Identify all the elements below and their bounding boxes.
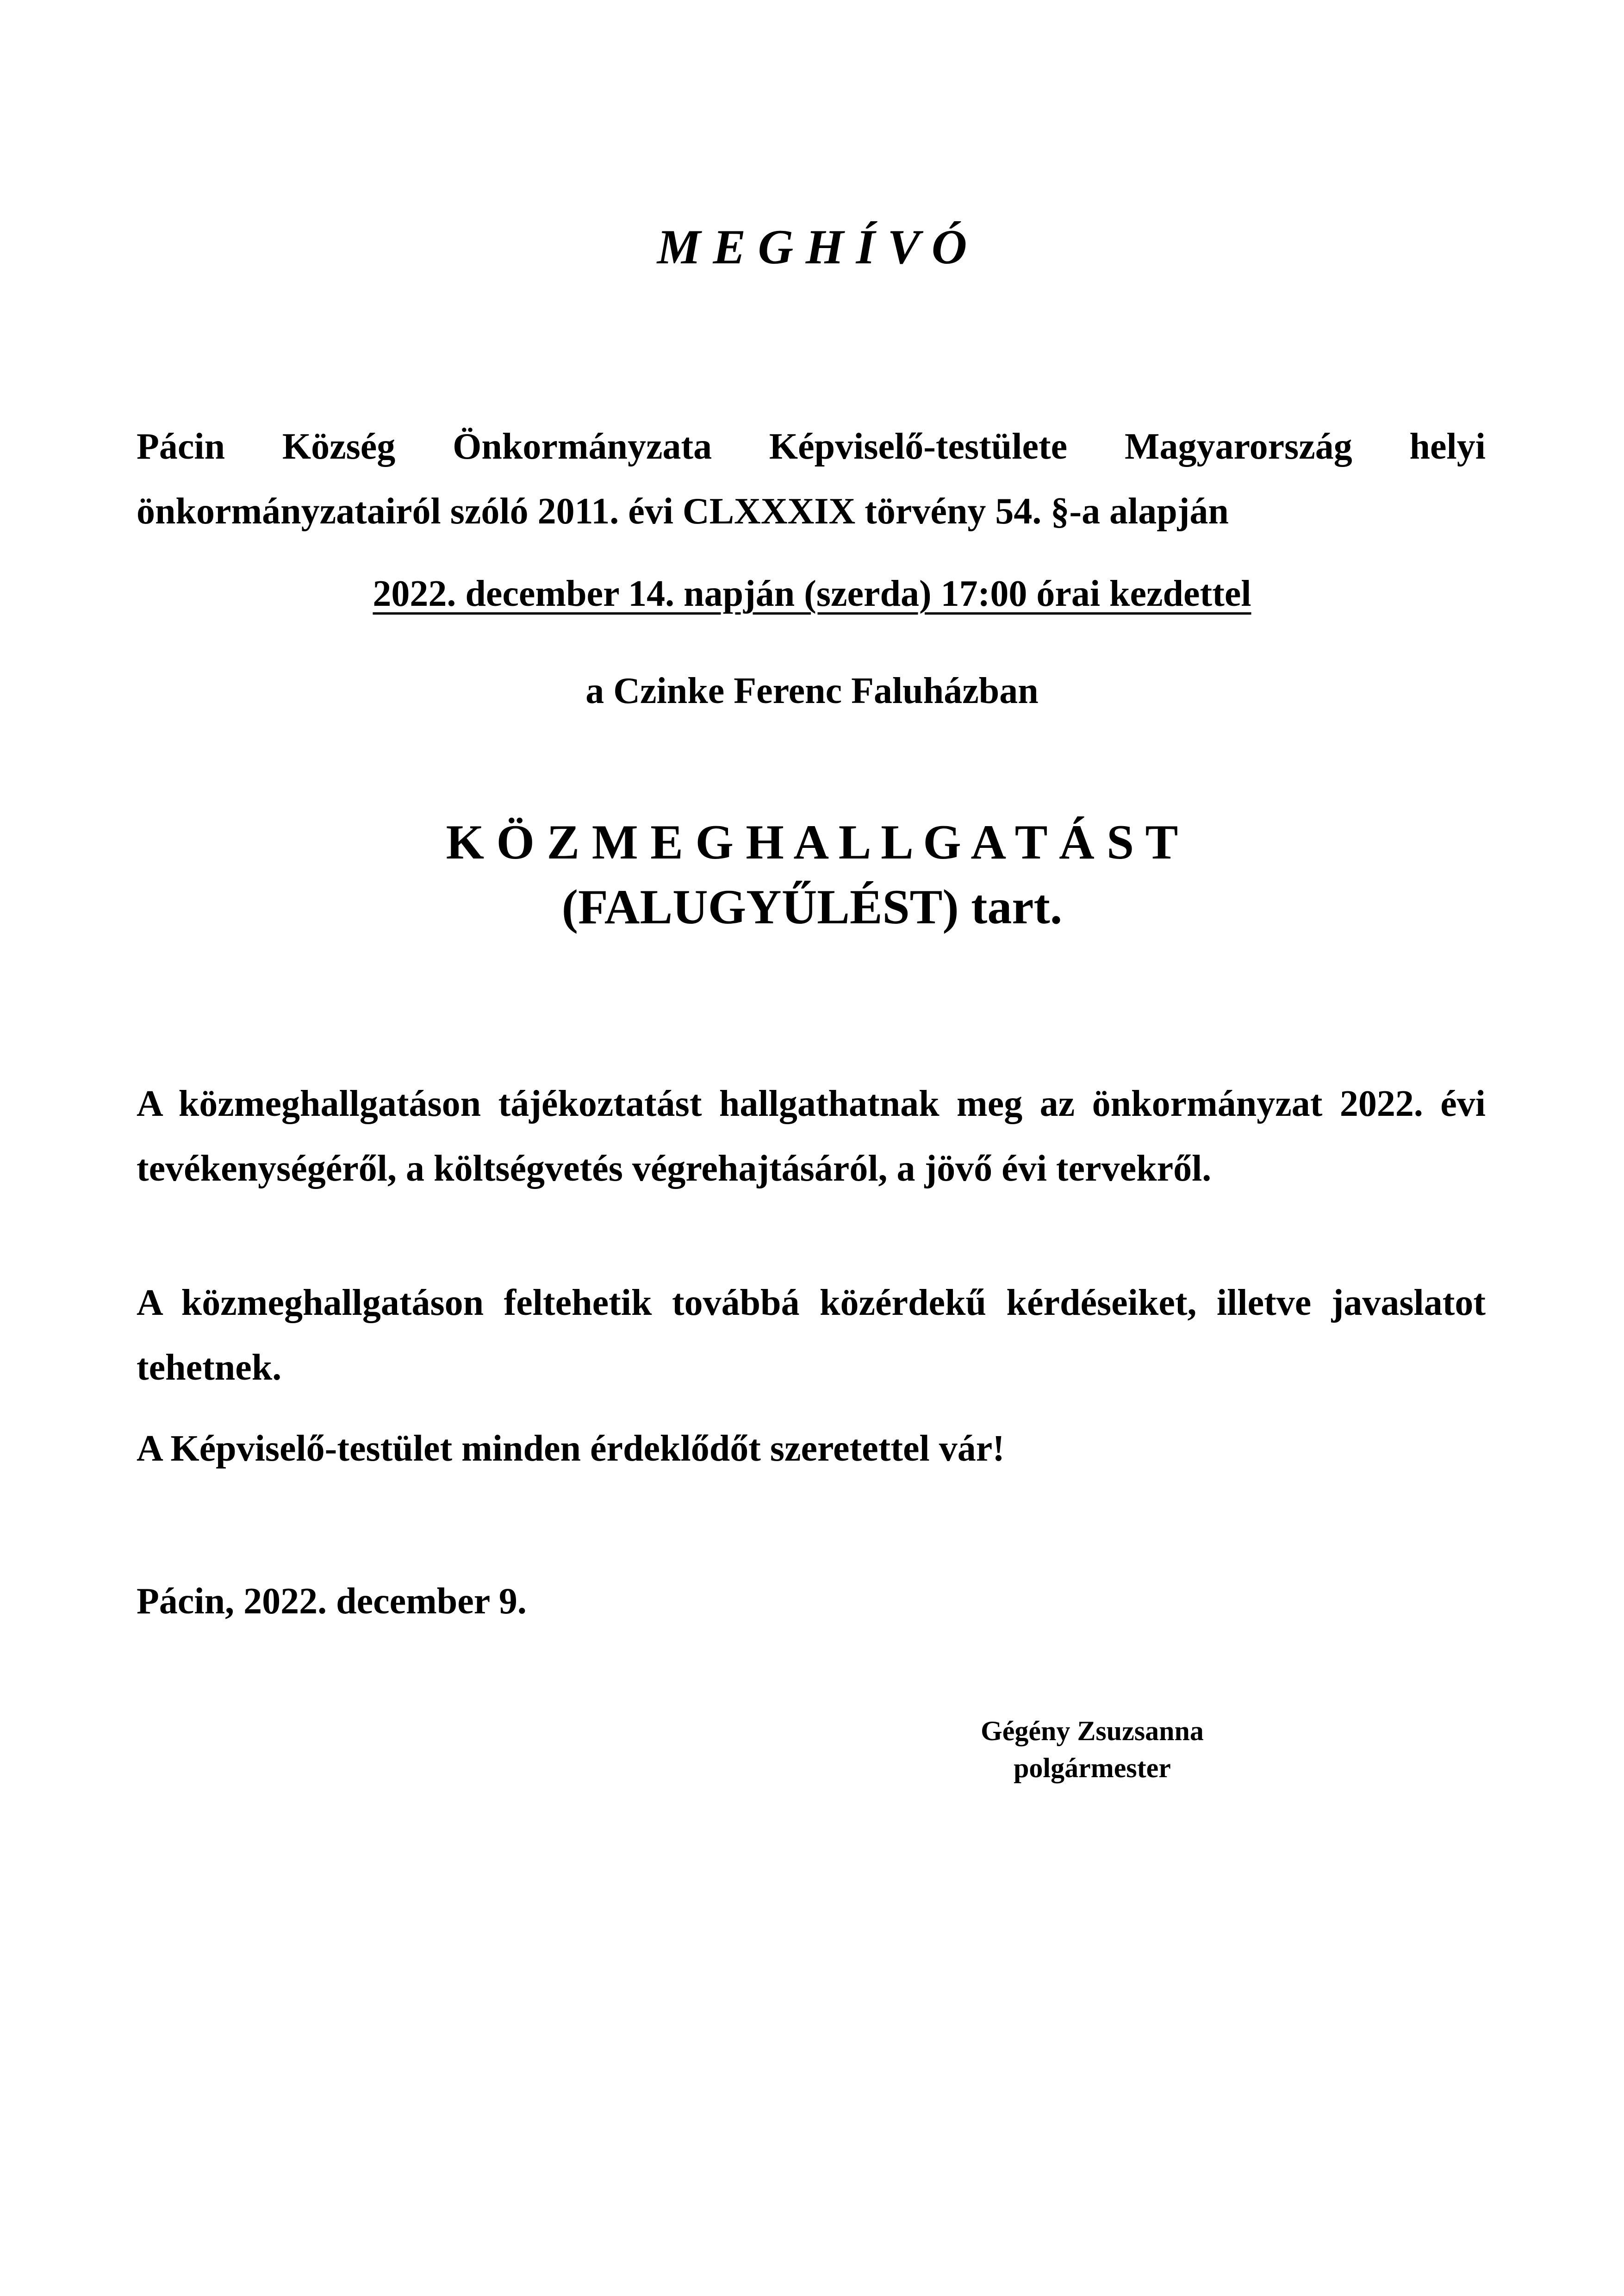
signer-name: Gégény Zsuzsanna bbox=[981, 1716, 1204, 1746]
document-title: M E G H Í V Ó bbox=[657, 220, 967, 274]
paragraph-info: A közmeghallgatáson tájékoztatást hallgathatnak meg az önkormányzat 2022. évi tevékenységéről, a költségvetés végrehajtásáról, a jövő évi tervekről. bbox=[137, 1083, 1486, 1189]
intro-paragraph: Pácin Község Önkormányzata Képviselő-testülete Magyarország helyi önkormányzatairól szóló 2011. évi CLXXXIX törvény 54. §-a alapján bbox=[137, 426, 1486, 532]
location-line: a Czinke Ferenc Faluházban bbox=[585, 671, 1039, 711]
headline-primary: K Ö Z M E G H A L L G A T Á S T bbox=[446, 815, 1178, 869]
signer-title: polgármester bbox=[1014, 1753, 1171, 1783]
paragraph-welcome: A Képviselő-testület minden érdeklődőt szeretettel vár! bbox=[137, 1428, 1005, 1469]
date-line-text: 2022. december 14. napján (szerda) 17:00 órai kezdettel bbox=[373, 573, 1251, 614]
place-date: Pácin, 2022. december 9. bbox=[137, 1581, 527, 1622]
headline-secondary: (FALUGYŰLÉST) tart. bbox=[561, 880, 1063, 934]
date-line bbox=[0, 561, 1624, 626]
paragraph-questions: A közmeghallgatáson feltehetik továbbá közérdekű kérdéseiket, illetve javaslatot tehetnek. bbox=[137, 1282, 1486, 1388]
